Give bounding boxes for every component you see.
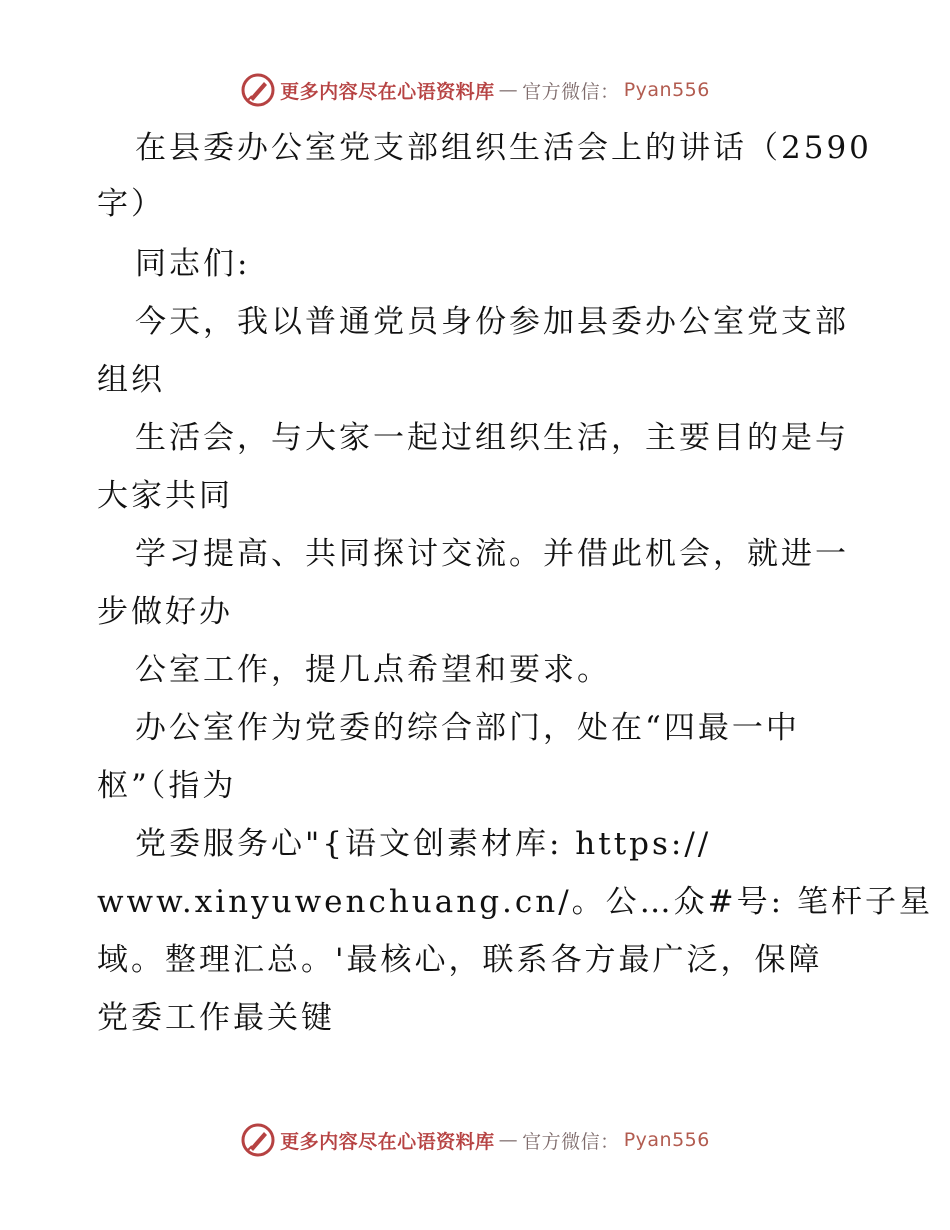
- banner-main-text: 更多内容尽在心语资料库: [280, 80, 495, 103]
- paragraph-line: 生活会，与大家一起过组织生活，主要目的是与: [135, 420, 849, 456]
- paragraph-line: 公室工作，提几点希望和要求。: [135, 652, 611, 688]
- paragraph-line: 学习提高、共同探讨交流。并借此机会，就进一: [135, 536, 849, 572]
- paragraph-line: 域。整理汇总。'最核心，联系各方最广泛，保障: [97, 942, 823, 978]
- paragraph-line: 党委工作最关键: [97, 1000, 335, 1036]
- paragraph-line: 大家共同: [97, 478, 233, 514]
- banner-wechat-label: 官方微信：: [522, 1130, 620, 1153]
- doc-title-line-2: 字）: [97, 186, 165, 222]
- paragraph-line: 枢”（指为: [97, 768, 237, 804]
- paragraph-line: 办公室作为党委的综合部门，处在“四最一中: [135, 710, 800, 746]
- header-banner: [0, 70, 950, 110]
- paragraph-line: www.xinyuwenchuang.cn/。公…众#号: 笔杆子星: [97, 884, 933, 920]
- banner-wechat-id: Pyan556: [623, 79, 710, 101]
- banner-main-text: 更多内容尽在心语资料库: [280, 1130, 495, 1153]
- paragraph-line: 步做好办: [97, 594, 233, 630]
- banner-wechat-id: Pyan556: [623, 1129, 710, 1151]
- quill-pen-logo-icon: [240, 1122, 276, 1158]
- paragraph-line: 今天，我以普通党员身份参加县委办公室党支部: [135, 304, 849, 340]
- banner-dash: —: [498, 1129, 519, 1151]
- quill-pen-logo-icon: [240, 72, 276, 108]
- footer-banner: [0, 1120, 950, 1160]
- banner-dash: —: [498, 79, 519, 101]
- paragraph-line: 组织: [97, 362, 165, 398]
- doc-title-line-1: 在县委办公室党支部组织生活会上的讲话（2590: [135, 130, 872, 166]
- banner-wechat-label: 官方微信：: [522, 80, 620, 103]
- paragraph-line: 党委服务心"{语文创素材库: https://: [135, 826, 712, 862]
- salutation: 同志们:: [135, 246, 251, 282]
